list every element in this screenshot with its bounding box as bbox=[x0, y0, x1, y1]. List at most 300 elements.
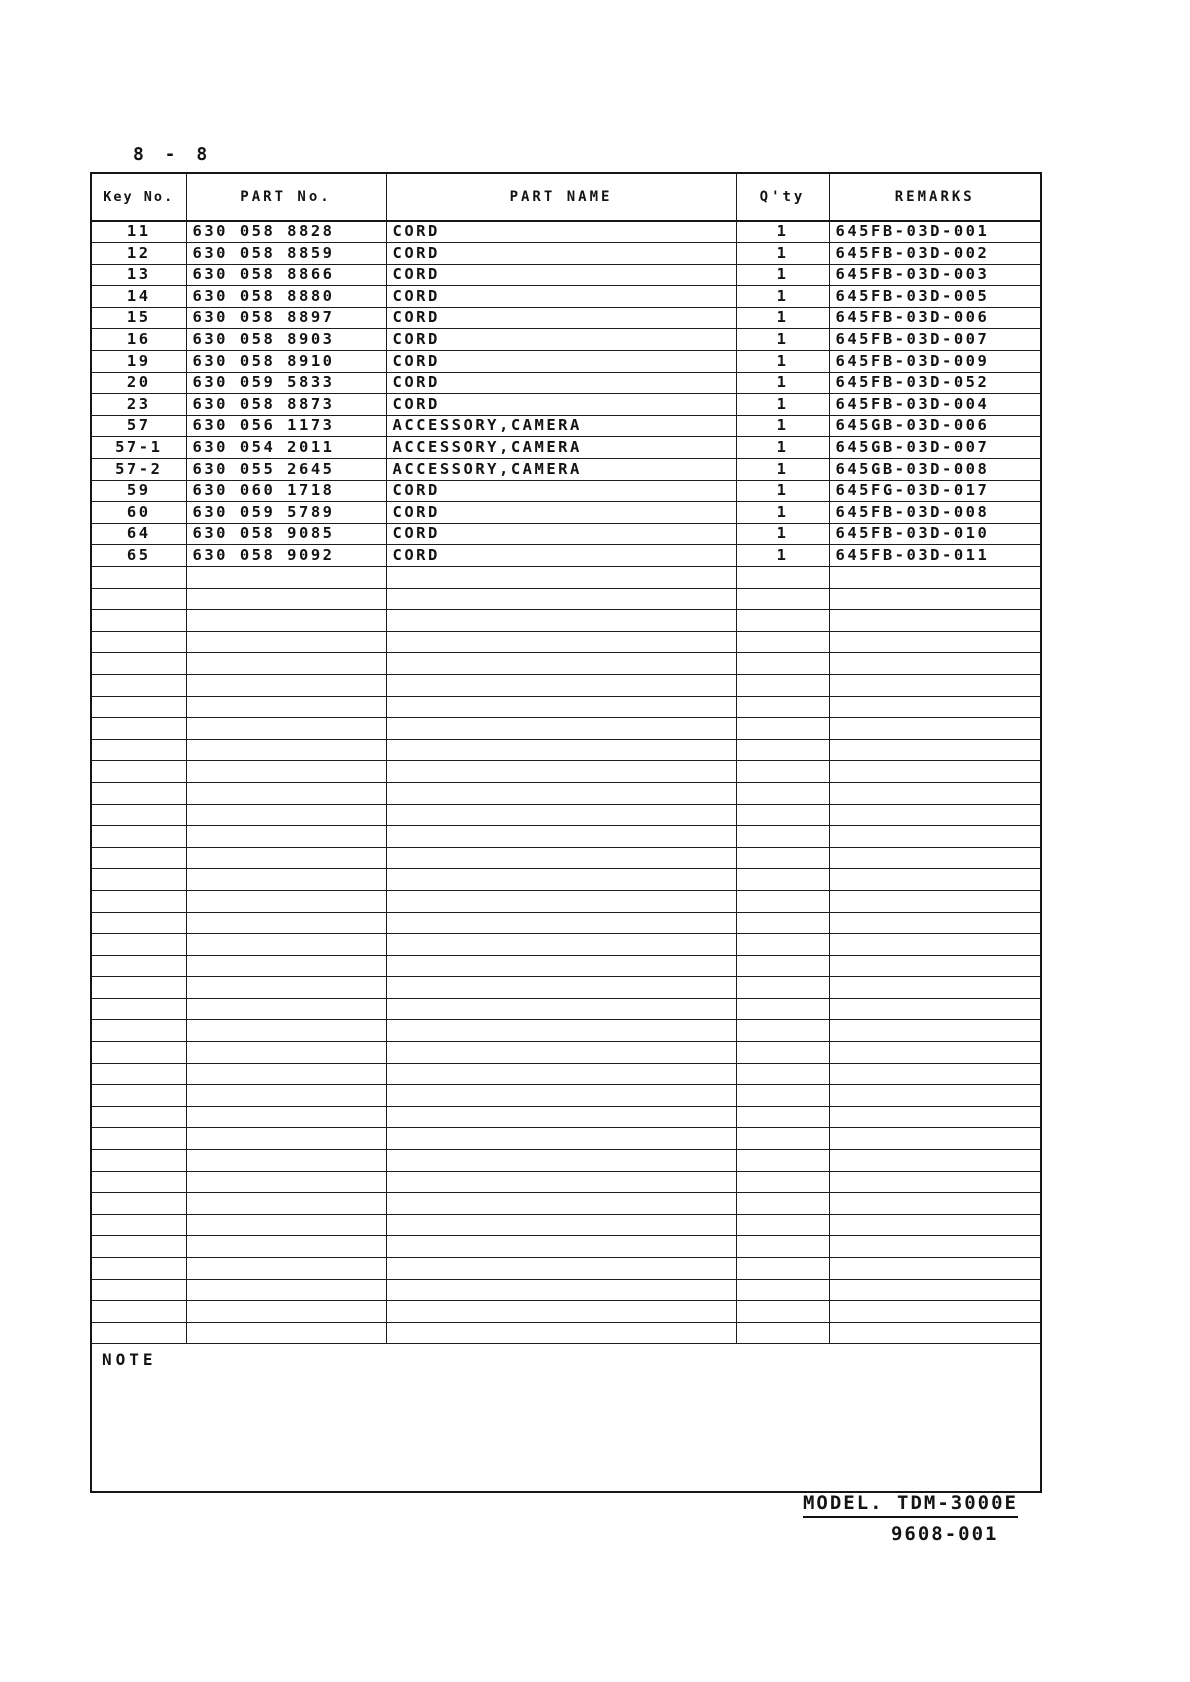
cell-remarks: 645FB-03D-010 bbox=[829, 523, 1041, 545]
cell-part-name bbox=[386, 610, 736, 632]
cell-remarks: 645FB-03D-052 bbox=[829, 372, 1041, 394]
cell-qty bbox=[736, 567, 829, 589]
cell-remarks: 645FB-03D-006 bbox=[829, 307, 1041, 329]
table-row bbox=[91, 286, 1041, 308]
empty-row bbox=[91, 567, 1041, 589]
table-row bbox=[91, 264, 1041, 286]
cell-part-name: CORD bbox=[386, 372, 736, 394]
cell-remarks bbox=[829, 1085, 1041, 1107]
cell-part-name bbox=[386, 674, 736, 696]
table-row bbox=[91, 351, 1041, 373]
cell-part-no bbox=[186, 912, 386, 934]
header-qty: Q'ty bbox=[736, 173, 829, 221]
cell-key bbox=[91, 998, 186, 1020]
cell-remarks bbox=[829, 567, 1041, 589]
cell-part-no bbox=[186, 1128, 386, 1150]
empty-row bbox=[91, 869, 1041, 891]
cell-part-no bbox=[186, 847, 386, 869]
doc-number: 9608-001 bbox=[890, 1523, 999, 1545]
cell-key: 16 bbox=[91, 329, 186, 351]
cell-remarks bbox=[829, 1258, 1041, 1280]
cell-qty bbox=[736, 934, 829, 956]
cell-part-name bbox=[386, 782, 736, 804]
table-row bbox=[91, 502, 1041, 524]
cell-part-name: CORD bbox=[386, 243, 736, 265]
cell-part-name bbox=[386, 1020, 736, 1042]
cell-part-name bbox=[386, 631, 736, 653]
empty-row bbox=[91, 977, 1041, 999]
cell-qty bbox=[736, 1236, 829, 1258]
cell-part-name bbox=[386, 696, 736, 718]
cell-qty bbox=[736, 977, 829, 999]
cell-qty bbox=[736, 890, 829, 912]
cell-part-name bbox=[386, 1236, 736, 1258]
cell-remarks bbox=[829, 739, 1041, 761]
cell-part-no: 630 058 9085 bbox=[186, 523, 386, 545]
cell-qty bbox=[736, 1258, 829, 1280]
cell-qty bbox=[736, 912, 829, 934]
cell-part-no bbox=[186, 1085, 386, 1107]
cell-qty bbox=[736, 1042, 829, 1064]
cell-part-name bbox=[386, 912, 736, 934]
cell-qty bbox=[736, 1214, 829, 1236]
table-row bbox=[91, 523, 1041, 545]
cell-remarks bbox=[829, 1063, 1041, 1085]
cell-qty: 1 bbox=[736, 329, 829, 351]
cell-qty: 1 bbox=[736, 523, 829, 545]
cell-part-no bbox=[186, 610, 386, 632]
cell-key bbox=[91, 1322, 186, 1344]
cell-qty bbox=[736, 1063, 829, 1085]
cell-part-no bbox=[186, 1236, 386, 1258]
empty-row bbox=[91, 674, 1041, 696]
cell-part-no bbox=[186, 1171, 386, 1193]
cell-part-no: 630 054 2011 bbox=[186, 437, 386, 459]
cell-key: 57-1 bbox=[91, 437, 186, 459]
cell-remarks bbox=[829, 934, 1041, 956]
cell-part-no bbox=[186, 890, 386, 912]
cell-part-name: ACCESSORY,CAMERA bbox=[386, 437, 736, 459]
cell-remarks bbox=[829, 804, 1041, 826]
cell-key bbox=[91, 1279, 186, 1301]
cell-key bbox=[91, 631, 186, 653]
cell-remarks bbox=[829, 718, 1041, 740]
cell-part-name bbox=[386, 1085, 736, 1107]
cell-key bbox=[91, 1301, 186, 1323]
cell-key bbox=[91, 1150, 186, 1172]
cell-part-name bbox=[386, 1279, 736, 1301]
cell-remarks bbox=[829, 696, 1041, 718]
empty-row bbox=[91, 610, 1041, 632]
cell-remarks: 645FB-03D-005 bbox=[829, 286, 1041, 308]
table-row bbox=[91, 221, 1041, 243]
cell-part-no: 630 058 8866 bbox=[186, 264, 386, 286]
cell-part-no bbox=[186, 1258, 386, 1280]
cell-part-name: CORD bbox=[386, 221, 736, 243]
cell-qty: 1 bbox=[736, 437, 829, 459]
cell-part-name bbox=[386, 1042, 736, 1064]
cell-qty: 1 bbox=[736, 502, 829, 524]
cell-part-name bbox=[386, 1150, 736, 1172]
cell-part-no: 630 058 8828 bbox=[186, 221, 386, 243]
cell-remarks: 645FB-03D-009 bbox=[829, 351, 1041, 373]
cell-part-no bbox=[186, 804, 386, 826]
cell-remarks bbox=[829, 610, 1041, 632]
cell-key bbox=[91, 1236, 186, 1258]
cell-key: 13 bbox=[91, 264, 186, 286]
cell-key bbox=[91, 1063, 186, 1085]
cell-key: 57 bbox=[91, 415, 186, 437]
cell-remarks bbox=[829, 1193, 1041, 1215]
cell-qty: 1 bbox=[736, 394, 829, 416]
cell-part-no: 630 055 2645 bbox=[186, 459, 386, 481]
cell-remarks: 645GB-03D-008 bbox=[829, 459, 1041, 481]
cell-part-no: 630 059 5789 bbox=[186, 502, 386, 524]
cell-remarks bbox=[829, 631, 1041, 653]
cell-key bbox=[91, 1258, 186, 1280]
empty-row bbox=[91, 696, 1041, 718]
cell-qty: 1 bbox=[736, 286, 829, 308]
cell-key bbox=[91, 696, 186, 718]
cell-qty bbox=[736, 610, 829, 632]
cell-qty bbox=[736, 955, 829, 977]
header-part-name: PART NAME bbox=[386, 173, 736, 221]
note-row bbox=[91, 1344, 1041, 1492]
empty-row bbox=[91, 1279, 1041, 1301]
cell-qty bbox=[736, 1020, 829, 1042]
cell-remarks bbox=[829, 955, 1041, 977]
empty-row bbox=[91, 631, 1041, 653]
cell-remarks bbox=[829, 1301, 1041, 1323]
cell-key: 59 bbox=[91, 480, 186, 502]
cell-part-name bbox=[386, 890, 736, 912]
empty-row bbox=[91, 1085, 1041, 1107]
cell-key bbox=[91, 1042, 186, 1064]
cell-qty: 1 bbox=[736, 307, 829, 329]
empty-row bbox=[91, 718, 1041, 740]
cell-part-name: ACCESSORY,CAMERA bbox=[386, 415, 736, 437]
empty-row bbox=[91, 890, 1041, 912]
cell-part-name bbox=[386, 718, 736, 740]
cell-remarks bbox=[829, 1106, 1041, 1128]
empty-row bbox=[91, 934, 1041, 956]
cell-qty bbox=[736, 826, 829, 848]
cell-part-no bbox=[186, 588, 386, 610]
cell-part-no bbox=[186, 1301, 386, 1323]
table-header bbox=[91, 173, 1041, 221]
empty-row bbox=[91, 847, 1041, 869]
header-remarks: REMARKS bbox=[829, 173, 1041, 221]
cell-qty bbox=[736, 674, 829, 696]
cell-key: 19 bbox=[91, 351, 186, 373]
empty-row bbox=[91, 826, 1041, 848]
cell-key bbox=[91, 1193, 186, 1215]
cell-part-name bbox=[386, 826, 736, 848]
cell-key bbox=[91, 955, 186, 977]
cell-remarks bbox=[829, 1322, 1041, 1344]
cell-key bbox=[91, 826, 186, 848]
cell-part-name bbox=[386, 955, 736, 977]
cell-qty bbox=[736, 1279, 829, 1301]
cell-key bbox=[91, 1214, 186, 1236]
cell-remarks bbox=[829, 674, 1041, 696]
cell-remarks: 645FB-03D-008 bbox=[829, 502, 1041, 524]
cell-qty: 1 bbox=[736, 243, 829, 265]
cell-part-name: CORD bbox=[386, 480, 736, 502]
cell-remarks bbox=[829, 1171, 1041, 1193]
empty-row bbox=[91, 653, 1041, 675]
note-label: NOTE bbox=[91, 1344, 1041, 1492]
cell-key bbox=[91, 674, 186, 696]
cell-part-name bbox=[386, 847, 736, 869]
cell-part-name: CORD bbox=[386, 286, 736, 308]
cell-part-name bbox=[386, 1214, 736, 1236]
cell-qty bbox=[736, 588, 829, 610]
cell-qty bbox=[736, 696, 829, 718]
cell-qty bbox=[736, 1128, 829, 1150]
cell-part-no: 630 058 9092 bbox=[186, 545, 386, 567]
table-row bbox=[91, 394, 1041, 416]
table-row bbox=[91, 459, 1041, 481]
cell-key: 64 bbox=[91, 523, 186, 545]
cell-part-name bbox=[386, 1171, 736, 1193]
cell-key bbox=[91, 847, 186, 869]
cell-qty bbox=[736, 1085, 829, 1107]
cell-key bbox=[91, 1085, 186, 1107]
table-row bbox=[91, 307, 1041, 329]
cell-part-name bbox=[386, 761, 736, 783]
cell-remarks: 645FB-03D-011 bbox=[829, 545, 1041, 567]
cell-remarks bbox=[829, 998, 1041, 1020]
cell-qty bbox=[736, 1193, 829, 1215]
cell-remarks bbox=[829, 977, 1041, 999]
cell-part-name bbox=[386, 977, 736, 999]
cell-key bbox=[91, 1020, 186, 1042]
table-row bbox=[91, 480, 1041, 502]
cell-remarks bbox=[829, 761, 1041, 783]
cell-key bbox=[91, 761, 186, 783]
cell-qty bbox=[736, 718, 829, 740]
cell-key bbox=[91, 1128, 186, 1150]
table-row bbox=[91, 437, 1041, 459]
empty-row bbox=[91, 1020, 1041, 1042]
empty-row bbox=[91, 739, 1041, 761]
cell-part-name: CORD bbox=[386, 394, 736, 416]
cell-qty bbox=[736, 1301, 829, 1323]
cell-part-no bbox=[186, 631, 386, 653]
empty-row bbox=[91, 782, 1041, 804]
cell-part-no bbox=[186, 869, 386, 891]
cell-remarks: 645FB-03D-001 bbox=[829, 221, 1041, 243]
cell-qty: 1 bbox=[736, 459, 829, 481]
cell-part-no bbox=[186, 1214, 386, 1236]
cell-part-no bbox=[186, 1063, 386, 1085]
cell-qty: 1 bbox=[736, 351, 829, 373]
empty-row bbox=[91, 912, 1041, 934]
cell-qty bbox=[736, 847, 829, 869]
empty-row bbox=[91, 1258, 1041, 1280]
cell-part-no: 630 056 1173 bbox=[186, 415, 386, 437]
cell-remarks: 645FB-03D-004 bbox=[829, 394, 1041, 416]
cell-part-no bbox=[186, 718, 386, 740]
cell-remarks bbox=[829, 653, 1041, 675]
cell-part-name bbox=[386, 998, 736, 1020]
cell-part-no bbox=[186, 1106, 386, 1128]
cell-part-no bbox=[186, 1020, 386, 1042]
cell-key bbox=[91, 869, 186, 891]
cell-part-name bbox=[386, 1063, 736, 1085]
empty-row bbox=[91, 1301, 1041, 1323]
cell-part-name bbox=[386, 1258, 736, 1280]
cell-remarks bbox=[829, 1128, 1041, 1150]
cell-remarks bbox=[829, 1150, 1041, 1172]
cell-key: 14 bbox=[91, 286, 186, 308]
empty-row bbox=[91, 1236, 1041, 1258]
cell-qty bbox=[736, 1150, 829, 1172]
empty-row bbox=[91, 955, 1041, 977]
cell-qty bbox=[736, 761, 829, 783]
cell-part-name bbox=[386, 588, 736, 610]
cell-part-name: CORD bbox=[386, 523, 736, 545]
cell-qty bbox=[736, 653, 829, 675]
cell-part-no bbox=[186, 955, 386, 977]
cell-part-no: 630 060 1718 bbox=[186, 480, 386, 502]
cell-remarks: 645FB-03D-003 bbox=[829, 264, 1041, 286]
cell-part-name bbox=[386, 739, 736, 761]
cell-part-no bbox=[186, 761, 386, 783]
empty-row bbox=[91, 588, 1041, 610]
footer bbox=[803, 1492, 1018, 1545]
cell-part-name bbox=[386, 1128, 736, 1150]
cell-qty: 1 bbox=[736, 264, 829, 286]
cell-key bbox=[91, 1171, 186, 1193]
cell-key: 23 bbox=[91, 394, 186, 416]
cell-key bbox=[91, 567, 186, 589]
empty-row bbox=[91, 1322, 1041, 1344]
cell-part-name bbox=[386, 804, 736, 826]
cell-part-no: 630 059 5833 bbox=[186, 372, 386, 394]
empty-row bbox=[91, 1128, 1041, 1150]
parts-table bbox=[90, 172, 1042, 1493]
cell-remarks bbox=[829, 890, 1041, 912]
empty-row bbox=[91, 1150, 1041, 1172]
cell-qty: 1 bbox=[736, 480, 829, 502]
cell-part-no bbox=[186, 826, 386, 848]
cell-remarks: 645GB-03D-007 bbox=[829, 437, 1041, 459]
cell-part-name: ACCESSORY,CAMERA bbox=[386, 459, 736, 481]
cell-remarks bbox=[829, 588, 1041, 610]
cell-remarks bbox=[829, 1042, 1041, 1064]
cell-key: 57-2 bbox=[91, 459, 186, 481]
cell-qty: 1 bbox=[736, 372, 829, 394]
table-row bbox=[91, 329, 1041, 351]
cell-part-no bbox=[186, 1322, 386, 1344]
cell-qty bbox=[736, 998, 829, 1020]
cell-key bbox=[91, 1106, 186, 1128]
note-section bbox=[91, 1344, 1041, 1492]
cell-key bbox=[91, 804, 186, 826]
cell-part-no bbox=[186, 1042, 386, 1064]
cell-remarks bbox=[829, 847, 1041, 869]
cell-key: 60 bbox=[91, 502, 186, 524]
cell-key: 20 bbox=[91, 372, 186, 394]
cell-part-no bbox=[186, 739, 386, 761]
cell-qty bbox=[736, 739, 829, 761]
cell-part-name bbox=[386, 1322, 736, 1344]
cell-key bbox=[91, 588, 186, 610]
cell-key: 15 bbox=[91, 307, 186, 329]
cell-key: 65 bbox=[91, 545, 186, 567]
cell-part-no: 630 058 8873 bbox=[186, 394, 386, 416]
cell-part-no bbox=[186, 782, 386, 804]
cell-part-no bbox=[186, 934, 386, 956]
cell-qty bbox=[736, 1171, 829, 1193]
cell-qty bbox=[736, 631, 829, 653]
cell-part-no bbox=[186, 567, 386, 589]
header-key-no: Key No. bbox=[91, 173, 186, 221]
cell-qty: 1 bbox=[736, 221, 829, 243]
cell-remarks: 645GB-03D-006 bbox=[829, 415, 1041, 437]
empty-row bbox=[91, 761, 1041, 783]
cell-key bbox=[91, 782, 186, 804]
cell-part-name: CORD bbox=[386, 502, 736, 524]
table-row bbox=[91, 372, 1041, 394]
cell-part-no: 630 058 8859 bbox=[186, 243, 386, 265]
cell-key bbox=[91, 934, 186, 956]
cell-remarks: 645FG-03D-017 bbox=[829, 480, 1041, 502]
cell-part-name: CORD bbox=[386, 329, 736, 351]
empty-row bbox=[91, 1214, 1041, 1236]
empty-row bbox=[91, 1063, 1041, 1085]
empty-row bbox=[91, 804, 1041, 826]
cell-part-name bbox=[386, 567, 736, 589]
cell-part-name bbox=[386, 1301, 736, 1323]
cell-part-name: CORD bbox=[386, 307, 736, 329]
cell-part-no bbox=[186, 977, 386, 999]
empty-row bbox=[91, 998, 1041, 1020]
cell-part-name bbox=[386, 869, 736, 891]
cell-part-name: CORD bbox=[386, 264, 736, 286]
cell-part-no: 630 058 8897 bbox=[186, 307, 386, 329]
cell-part-no bbox=[186, 1150, 386, 1172]
cell-part-no bbox=[186, 653, 386, 675]
cell-part-no bbox=[186, 674, 386, 696]
table-body bbox=[91, 221, 1041, 1344]
cell-qty bbox=[736, 1106, 829, 1128]
cell-remarks: 645FB-03D-007 bbox=[829, 329, 1041, 351]
cell-part-name bbox=[386, 1193, 736, 1215]
cell-key bbox=[91, 610, 186, 632]
empty-row bbox=[91, 1106, 1041, 1128]
cell-part-name bbox=[386, 1106, 736, 1128]
cell-qty bbox=[736, 869, 829, 891]
cell-remarks bbox=[829, 826, 1041, 848]
header-row bbox=[91, 173, 1041, 221]
table-row bbox=[91, 545, 1041, 567]
cell-part-no bbox=[186, 998, 386, 1020]
cell-key: 12 bbox=[91, 243, 186, 265]
cell-key bbox=[91, 912, 186, 934]
cell-key bbox=[91, 653, 186, 675]
cell-part-no bbox=[186, 696, 386, 718]
cell-part-no bbox=[186, 1279, 386, 1301]
header-part-no: PART No. bbox=[186, 173, 386, 221]
cell-part-no bbox=[186, 1193, 386, 1215]
cell-part-name: CORD bbox=[386, 351, 736, 373]
cell-part-no: 630 058 8910 bbox=[186, 351, 386, 373]
cell-part-name bbox=[386, 653, 736, 675]
cell-remarks bbox=[829, 912, 1041, 934]
